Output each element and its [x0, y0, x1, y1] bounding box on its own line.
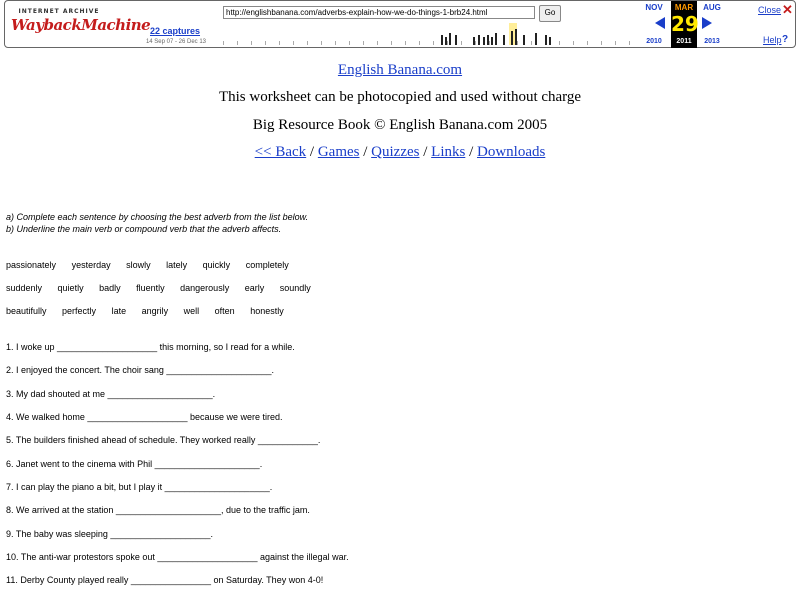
timeline-tick	[447, 41, 448, 45]
nav-separator: /	[306, 144, 318, 160]
current-month-label: MAR	[674, 3, 694, 12]
timeline-tick	[321, 41, 322, 45]
instruction-b: b) Underline the main verb or compound verb that the adverb affects.	[6, 224, 282, 234]
word-bank-item: passionately	[6, 260, 57, 270]
instruction-a: a) Complete each sentence by choosing the best adverb from the list below.	[6, 212, 309, 222]
timeline-tick	[559, 41, 560, 45]
timeline-capture-bar[interactable]	[483, 37, 485, 45]
help-icon[interactable]: ?	[782, 34, 789, 45]
timeline-capture-bar[interactable]	[515, 29, 517, 45]
nav-games-link[interactable]: Games	[317, 144, 360, 160]
timeline-tick	[363, 41, 364, 45]
capture-timeline[interactable]	[223, 23, 635, 45]
timeline-tick	[223, 41, 224, 45]
timeline-tick	[251, 41, 252, 45]
wayback-toolbar	[4, 0, 796, 48]
wayback-logo[interactable]	[11, 4, 151, 44]
timeline-tick	[615, 41, 616, 45]
prev-month-label[interactable]: NOV	[645, 3, 663, 12]
timeline-tick	[349, 41, 350, 45]
word-bank-row-2	[6, 283, 324, 293]
timeline-capture-bar[interactable]	[511, 31, 513, 45]
timeline-capture-bar[interactable]	[545, 35, 547, 45]
exercise-sentence: 10. The anti-war protestors spoke out ____________________ against the illegal war.	[6, 552, 349, 562]
current-day-label: 29	[671, 12, 699, 36]
timeline-tick	[265, 41, 266, 45]
current-year-label: 2011	[676, 38, 692, 45]
photocopy-notice: This worksheet can be photocopied and used without charge	[218, 89, 582, 105]
timeline-capture-bar[interactable]	[495, 33, 497, 45]
word-bank-item: fluently	[136, 283, 165, 293]
word-bank-item: slowly	[126, 260, 151, 270]
nav-separator: /	[359, 144, 372, 160]
timeline-capture-bar[interactable]	[449, 33, 451, 45]
timeline-tick	[601, 41, 602, 45]
timeline-tick	[475, 41, 476, 45]
exercise-sentence: 6. Janet went to the cinema with Phil _____________________.	[6, 459, 263, 469]
url-input[interactable]	[223, 6, 535, 19]
word-bank-item: lately	[166, 260, 188, 270]
timeline-tick	[377, 41, 378, 45]
captures-link[interactable]: 22 captures	[149, 26, 201, 36]
timeline-tick	[587, 41, 588, 45]
nav-bar	[0, 144, 800, 161]
word-bank-item: beautifully	[6, 306, 47, 316]
timeline-capture-bar[interactable]	[487, 35, 489, 45]
timeline-capture-bar[interactable]	[491, 37, 493, 45]
help-link[interactable]: Help	[763, 35, 782, 45]
word-bank-item: yesterday	[71, 260, 111, 270]
exercise-sentence: 4. We walked home ____________________ because we were tired.	[6, 412, 283, 422]
word-bank-item: late	[111, 306, 127, 316]
word-bank-item: often	[214, 306, 235, 316]
capture-date-range: 14 Sep 07 - 26 Dec 13	[145, 39, 207, 45]
timeline-tick	[293, 41, 294, 45]
word-bank-item: badly	[99, 283, 121, 293]
timeline-capture-bar[interactable]	[473, 37, 475, 45]
next-month-label[interactable]: AUG	[703, 3, 721, 12]
prev-arrow-icon[interactable]	[655, 17, 665, 29]
exercise-sentence: 11. Derby County played really ________________ on Saturday. They won 4-0!	[6, 575, 324, 585]
word-bank-item: honestly	[250, 306, 284, 316]
word-bank-item: early	[244, 283, 265, 293]
timeline-capture-bar[interactable]	[478, 35, 480, 45]
word-bank-item: well	[183, 306, 200, 316]
copyright-notice: Big Resource Book © English Banana.com 2005	[252, 117, 548, 133]
timeline-capture-bar[interactable]	[455, 35, 457, 45]
timeline-capture-bar[interactable]	[445, 37, 447, 45]
exercise-sentence: 2. I enjoyed the concert. The choir sang _____________________.	[6, 365, 275, 375]
word-bank-item: suddenly	[6, 283, 43, 293]
nav-downloads-link[interactable]: Downloads	[477, 144, 546, 160]
timeline-capture-bar[interactable]	[535, 33, 537, 45]
prev-year-label[interactable]: 2010	[646, 38, 662, 45]
timeline-tick	[461, 41, 462, 45]
nav-back-link[interactable]: << Back	[254, 144, 307, 160]
word-bank-row-3	[6, 306, 297, 316]
exercise-sentence: 3. My dad shouted at me _____________________.	[6, 389, 216, 399]
go-button[interactable]: Go	[539, 5, 561, 22]
timeline-tick	[279, 41, 280, 45]
timeline-capture-bar[interactable]	[523, 35, 525, 45]
nav-quizzes-link[interactable]: Quizzes	[371, 144, 420, 160]
word-bank-item: dangerously	[180, 283, 230, 293]
close-link[interactable]: Close	[758, 5, 782, 15]
timeline-tick	[405, 41, 406, 45]
logo-internet-archive-text: INTERNET ARCHIVE	[18, 8, 100, 15]
site-link[interactable]: English Banana.com	[337, 62, 463, 78]
nav-separator: /	[465, 144, 477, 160]
timeline-tick	[391, 41, 392, 45]
exercise-sentence: 8. We arrived at the station _____________________, due to the traffic jam.	[6, 505, 310, 515]
word-bank-item: quickly	[202, 260, 231, 270]
timeline-tick	[237, 41, 238, 45]
next-year-label[interactable]: 2013	[704, 38, 720, 45]
timeline-tick	[489, 41, 490, 45]
word-bank-row-1	[6, 260, 302, 270]
timeline-tick	[307, 41, 308, 45]
timeline-tick	[517, 41, 518, 45]
timeline-tick	[419, 41, 420, 45]
timeline-capture-bar[interactable]	[549, 37, 551, 45]
site-header	[0, 62, 800, 79]
exercise-sentence: 5. The builders finished ahead of schedule. They worked really ____________.	[6, 435, 321, 445]
timeline-tick	[335, 41, 336, 45]
word-bank-item: soundly	[279, 283, 311, 293]
close-icon[interactable]: ✕	[782, 2, 793, 17]
timeline-tick	[433, 41, 434, 45]
timeline-tick	[629, 41, 630, 45]
exercise-sentence: 1. I woke up ____________________ this morning, so I read for a while.	[6, 342, 295, 352]
exercise-sentence: 9. The baby was sleeping ____________________.	[6, 529, 214, 539]
logo-wayback-machine-text: WaybackMachine	[11, 16, 151, 34]
timeline-capture-bar[interactable]	[441, 35, 443, 45]
timeline-tick	[531, 41, 532, 45]
word-bank-item: angrily	[141, 306, 169, 316]
word-bank-item: quietly	[57, 283, 84, 293]
word-bank-item: perfectly	[62, 306, 97, 316]
exercise-sentence: 7. I can play the piano a bit, but I play it _____________________.	[6, 482, 273, 492]
timeline-capture-bar[interactable]	[503, 35, 505, 45]
timeline-tick	[573, 41, 574, 45]
word-bank-item: completely	[245, 260, 289, 270]
nav-separator: /	[419, 144, 432, 160]
next-arrow-icon[interactable]	[702, 17, 712, 29]
nav-links-link[interactable]: Links	[431, 144, 466, 160]
